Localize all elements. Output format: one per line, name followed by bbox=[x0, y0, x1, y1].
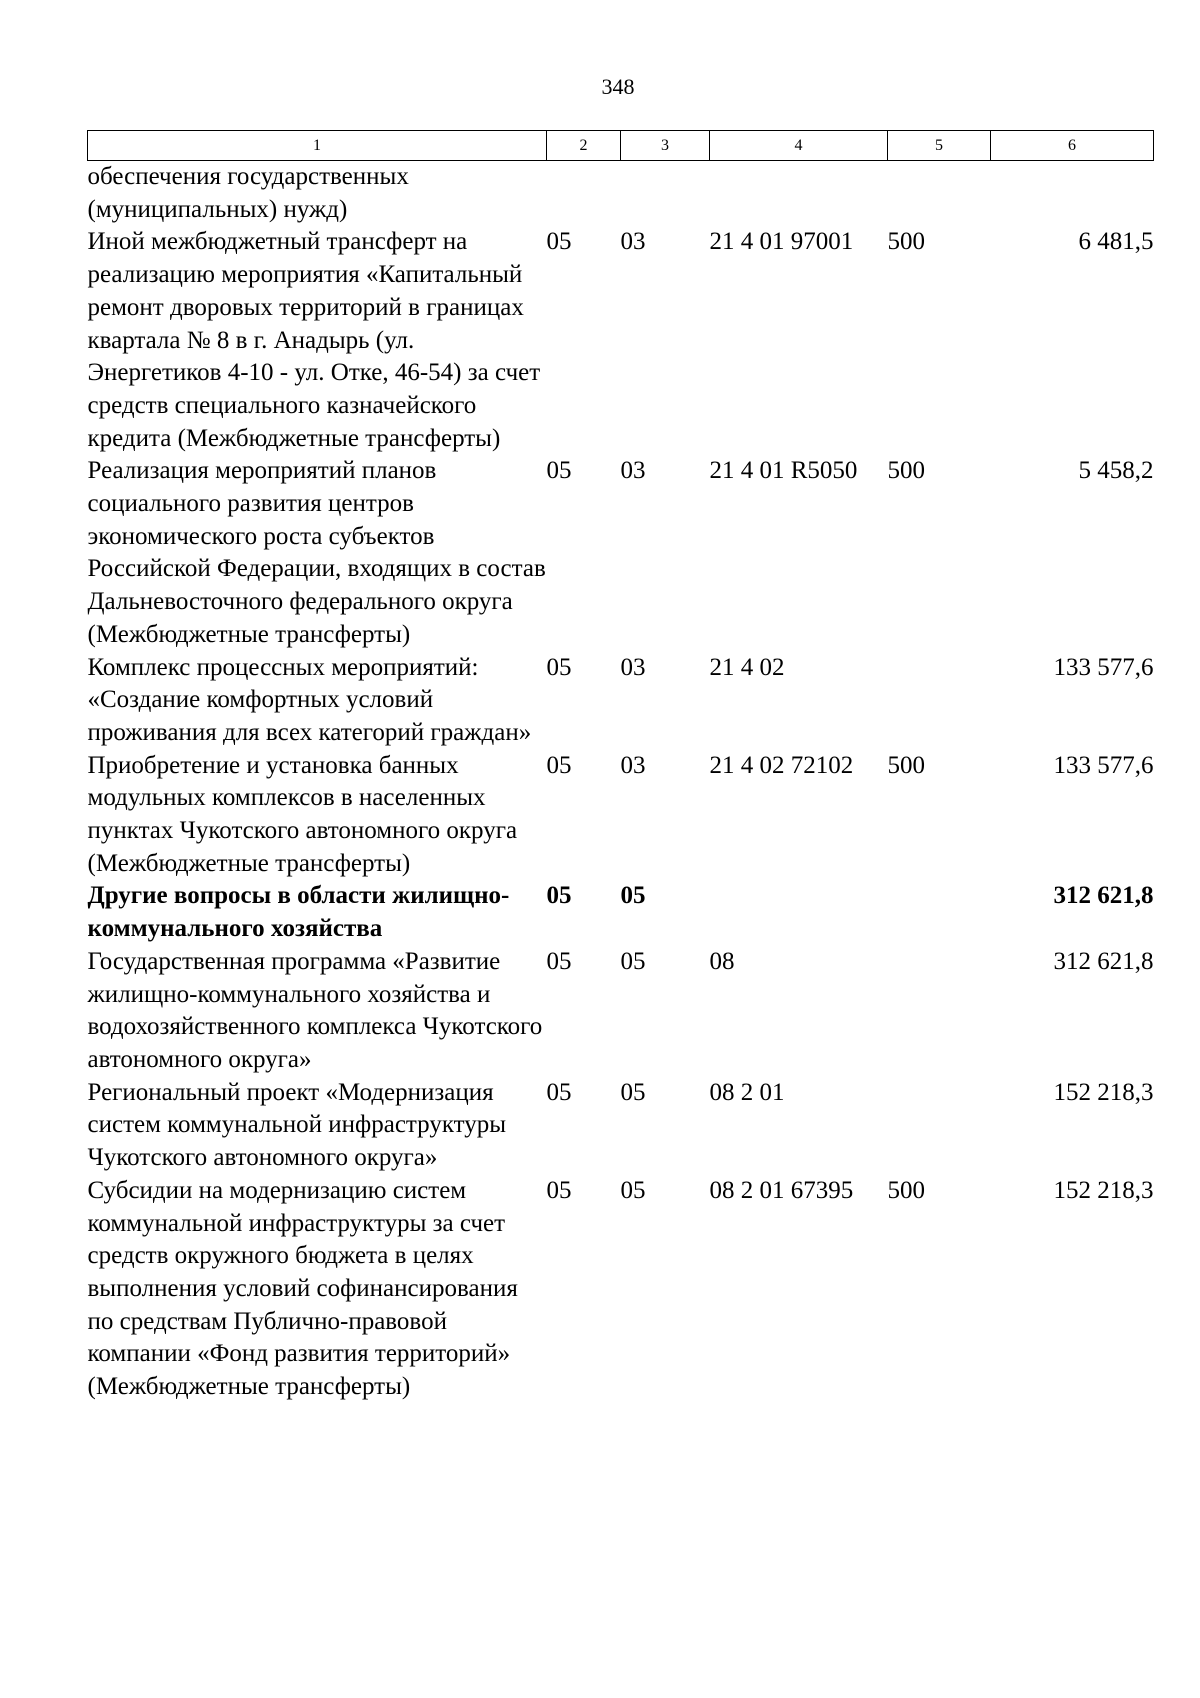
row-sum: 312 621,8 bbox=[1053, 947, 1154, 975]
row-subsection: 05 bbox=[620, 1176, 646, 1204]
header-col-4: 4 bbox=[710, 131, 888, 161]
row-section: 05 bbox=[546, 653, 572, 681]
row-subsection: 05 bbox=[620, 947, 646, 975]
row-expense-type bbox=[888, 946, 991, 1077]
page-number: 348 bbox=[601, 74, 635, 99]
table-row bbox=[88, 652, 1154, 750]
row-section: 05 bbox=[546, 1176, 572, 1204]
table-row bbox=[88, 946, 1154, 1077]
row-section: 05 bbox=[546, 228, 572, 256]
row-expense-type: 500 bbox=[887, 228, 925, 256]
row-name: Субсидии на модернизацию систем коммунальной инфраструктуры за счет средств окружного бюджета в целях выполнения условий софинансирования по средствам Публично-правовой компании «Фонд развития территорий» (Межбюджетные трансферты) bbox=[87, 1176, 518, 1401]
row-sum: 152 218,3 bbox=[1053, 1176, 1154, 1204]
header-col-6: 6 bbox=[991, 131, 1154, 161]
row-section: 05 bbox=[546, 751, 572, 779]
row-subsection: 03 bbox=[620, 457, 646, 485]
row-sum: 133 577,6 bbox=[1053, 751, 1154, 779]
row-name: Реализация мероприятий планов социального развития центров экономического роста субъектов Российской Федерации, входящих в состав Дальневосточного федерального округа (Межбюджетные трансферты) bbox=[87, 457, 546, 648]
row-subsection bbox=[621, 161, 710, 227]
row-subsection: 05 bbox=[620, 882, 646, 910]
row-target-article bbox=[710, 880, 888, 945]
row-sum: 6 481,5 bbox=[1078, 228, 1154, 256]
row-expense-type bbox=[888, 652, 991, 750]
row-section: 05 bbox=[546, 1078, 572, 1106]
row-sum: 152 218,3 bbox=[1053, 1078, 1154, 1106]
row-expense-type bbox=[888, 880, 991, 945]
row-section: 05 bbox=[546, 457, 572, 485]
row-subsection: 03 bbox=[620, 653, 646, 681]
header-col-3: 3 bbox=[621, 131, 710, 161]
row-name: Иной межбюджетный трансферт на реализацию мероприятия «Капитальный ремонт дворовых территорий в границах квартала № 8 в г. Анадырь (ул. Энергетиков 4-10 - ул. Отке, 46-54) за счет средств специального казначейского кредита (Межбюджетные трансферты) bbox=[87, 228, 541, 452]
row-expense-type: 500 bbox=[887, 457, 925, 485]
table-row bbox=[88, 455, 1154, 651]
row-sum: 133 577,6 bbox=[1053, 653, 1154, 681]
row-name: обеспечения государственных (муниципальных) нужд) bbox=[87, 163, 409, 223]
row-expense-type bbox=[888, 161, 991, 227]
table-row bbox=[88, 161, 1154, 227]
row-section bbox=[547, 161, 621, 227]
row-subsection: 03 bbox=[620, 751, 646, 779]
row-name: Комплекс процессных мероприятий: «Создание комфортных условий проживания для всех категорий граждан» bbox=[87, 653, 532, 746]
header-col-1: 1 bbox=[88, 131, 547, 161]
row-name: Региональный проект «Модернизация систем коммунальной инфраструктуры Чукотского автономного округа» bbox=[87, 1078, 507, 1172]
row-subsection: 05 bbox=[620, 1078, 646, 1106]
row-target-article bbox=[710, 161, 888, 227]
row-target-article: 08 2 01 67395 bbox=[709, 1176, 854, 1204]
row-target-article: 21 4 02 bbox=[709, 653, 785, 681]
row-target-article: 08 2 01 bbox=[709, 1078, 785, 1106]
row-name: Приобретение и установка банных модульных комплексов в населенных пунктах Чукотского автономного округа (Межбюджетные трансферты) bbox=[87, 751, 518, 877]
table-row bbox=[88, 750, 1154, 881]
row-expense-type bbox=[888, 1077, 991, 1175]
row-target-article: 08 bbox=[709, 947, 735, 975]
row-sum bbox=[991, 161, 1154, 227]
table-row bbox=[88, 226, 1154, 455]
row-section: 05 bbox=[546, 947, 572, 975]
budget-table bbox=[87, 130, 1154, 1404]
row-sum: 5 458,2 bbox=[1078, 457, 1154, 485]
table-header-row bbox=[88, 131, 1154, 161]
row-expense-type: 500 bbox=[887, 751, 925, 779]
row-target-article: 21 4 02 72102 bbox=[709, 751, 854, 779]
header-col-5: 5 bbox=[888, 131, 991, 161]
table-row bbox=[88, 1077, 1154, 1175]
row-sum: 312 621,8 bbox=[1053, 882, 1154, 910]
row-expense-type: 500 bbox=[887, 1176, 925, 1204]
table-row-section-total bbox=[88, 880, 1154, 945]
row-target-article: 21 4 01 R5050 bbox=[709, 457, 858, 485]
row-name: Государственная программа «Развитие жилищно-коммунального хозяйства и водохозяйственного комплекса Чукотского автономного округа» bbox=[87, 947, 543, 1073]
row-section: 05 bbox=[546, 882, 572, 910]
row-subsection: 03 bbox=[620, 228, 646, 256]
row-name: Другие вопросы в области жилищно-коммунального хозяйства bbox=[87, 882, 510, 943]
header-col-2: 2 bbox=[547, 131, 621, 161]
table-row bbox=[88, 1175, 1154, 1404]
row-target-article: 21 4 01 97001 bbox=[709, 228, 854, 256]
